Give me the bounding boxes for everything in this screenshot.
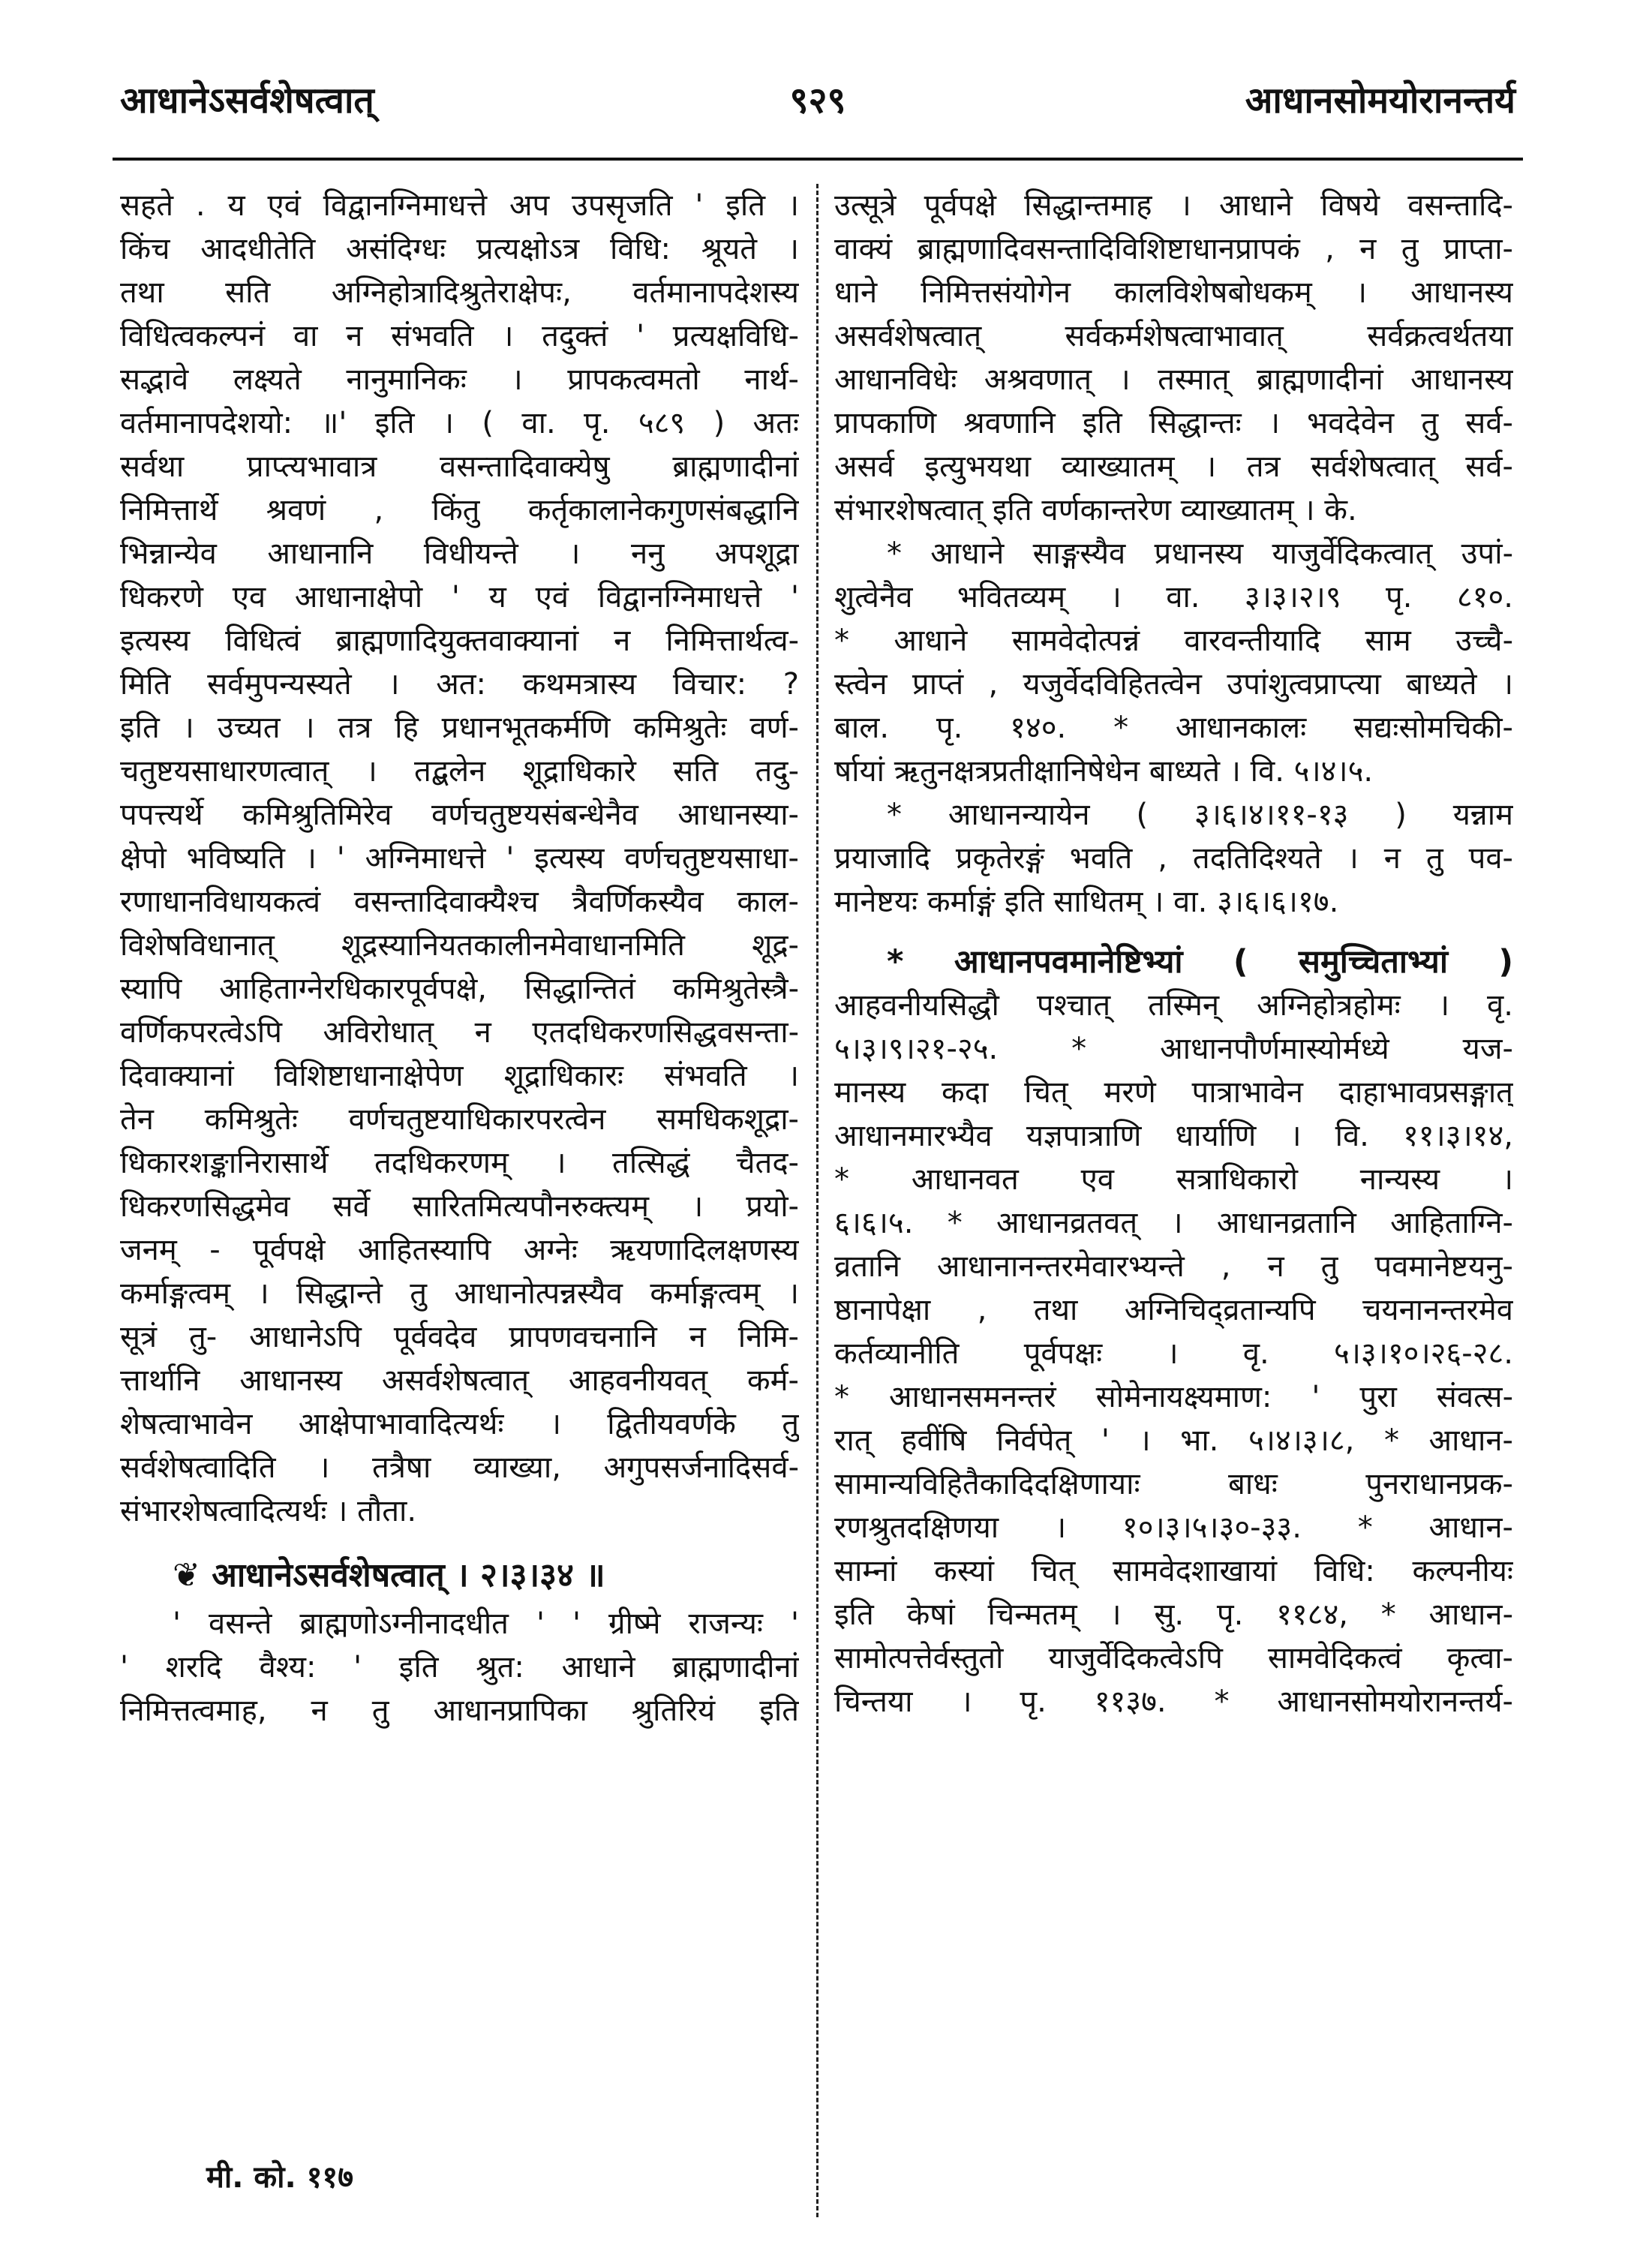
text-line: विधित्वकल्पनं वा न संभवति । तदुक्तं ' प्रत्यक्षविधि-	[120, 319, 799, 353]
text-line: रणश्रुतदक्षिणया । १०।३।५।३०-३३. * आधान-	[834, 1510, 1513, 1545]
left-column	[120, 184, 799, 1733]
ornament-icon: ❦	[173, 1556, 212, 1594]
text-line: त्तार्थानि आधानस्य असर्वशेषत्वात् आहवनीयवत् कर्म-	[120, 1363, 799, 1398]
sutra-heading-text: आधानेऽसर्वशेषत्वात् । २।३।३४ ॥	[212, 1556, 605, 1594]
text-line: असर्वशेषत्वात् सर्वकर्मशेषत्वाभावात् सर्वक्रत्वर्थतया	[834, 319, 1513, 353]
text-line: सामोत्पत्तेर्वस्तुतो याजुर्वेदिकत्वेऽपि सामवेदिकत्वं कृत्वा-	[834, 1641, 1513, 1675]
text-line: जनम् - पूर्वपक्षे आहितस्यापि अग्नेः ऋयणादिलक्षणस्य	[120, 1233, 799, 1267]
text-line: किंच आदधीतेति असंदिग्धः प्रत्यक्षोऽत्र विधि: श्रूयते ।	[120, 232, 799, 266]
text-line: धिकारशङ्कानिरासार्थे तदधिकरणम् । तत्सिद्धं चैतद-	[120, 1146, 799, 1180]
text-line: दिवाक्यानां विशिष्टाधानाक्षेपेण शूद्राधिकारः संभवति ।	[120, 1059, 799, 1093]
text-line: तथा सति अग्निहोत्रादिश्रुतेराक्षेपः, वर्तमानापदेशस्य	[120, 275, 799, 310]
text-line: वाक्यं ब्राह्मणादिवसन्तादिविशिष्टाधानप्रापकं , न तु प्राप्ता-	[834, 232, 1513, 266]
left-paragraph-2	[120, 1602, 799, 1733]
text-line: आधानमारभ्यैव यज्ञपात्राणि धार्याणि । वि. ११।३।१४,	[834, 1119, 1513, 1153]
text-line: चिन्तया । पृ. ११३७. * आधानसोमयोरानन्तर्य-	[834, 1685, 1513, 1719]
header-right-entry: आधानसोमयोरानन्तर्य	[1245, 80, 1515, 122]
text-line: धिकरणसिद्धमेव सर्वे सारितमित्यपौनरुक्त्यम् । प्रयो-	[120, 1189, 799, 1224]
text-line: सर्वथा प्राप्त्यभावात्र वसन्तादिवाक्येषु ब्राह्मणादीनां	[120, 449, 799, 484]
text-line: * आधानन्यायेन ( ३।६।४।११-१३ ) यन्नाम	[887, 798, 1513, 832]
text-line: व्रतानि आधानानन्तरमेवारभ्यन्ते , न तु पवमानेष्टयनु-	[834, 1249, 1513, 1284]
text-line: मानस्य कदा चित् मरणे पात्राभावेन दाहाभावप्रसङ्गात्	[834, 1075, 1513, 1110]
text-line: स्यापि आहिताग्नेरधिकारपूर्वपक्षे, सिद्धान्तितं कमिश्रुतेस्त्रै-	[120, 972, 799, 1006]
page-footer: मी. को. ११७	[206, 2160, 354, 2195]
text-line: बाल. पृ. १४०. * आधानकालः सद्यःसोमचिकी-	[834, 711, 1513, 745]
sutra-heading	[120, 1549, 799, 1602]
text-line: साम्नां कस्यां चित् सामवेदशाखायां विधि: कल्पनीयः	[834, 1554, 1513, 1588]
text-line: वर्तमानापदेशयो: ॥' इति । ( वा. पृ. ५८९ ) अतः	[120, 406, 799, 440]
text-line: धिकरणे एव आधानाक्षेपो ' य एवं विद्वानग्निमाधत्ते '	[120, 580, 799, 615]
text-line: * आधाने साङ्गस्यैव प्रधानस्य याजुर्वेदिकत्वात् उपां-	[887, 536, 1513, 571]
left-paragraph-1	[120, 184, 799, 1533]
text-line: ' शरदि वैश्य: ' इति श्रुत: आधाने ब्राह्मणादीनां	[120, 1650, 799, 1685]
text-line: कर्माङ्गत्वम् । सिद्धान्ते तु आधानोत्पन्नस्यैव कर्माङ्गत्वम् ।	[120, 1276, 799, 1311]
text-line: ५।३।९।२१-२५. * आधानपौर्णमास्योर्मध्ये यज-	[834, 1032, 1513, 1066]
text-line: सहते . य एवं विद्वानग्निमाधत्ते अप उपसृजति ' इति ।	[120, 188, 799, 223]
text-line: विशेषविधानात् शूद्रस्यानियतकालीनमेवाधानमिति शूद्र-	[120, 928, 799, 963]
text-line: कर्तव्यानीति पूर्वपक्षः । वृ. ५।३।१०।२६-२८.	[834, 1336, 1513, 1371]
text-line: संभारशेषत्वात् इति वर्णकान्तरेण व्याख्यातम् । के.	[834, 493, 1357, 527]
column-divider	[816, 184, 818, 2217]
header-rule	[113, 158, 1523, 161]
right-column	[834, 184, 1513, 1724]
right-paragraph-3	[834, 793, 1513, 924]
text-line: शेषत्वाभावेन आक्षेपाभावादित्यर्थः । द्वितीयवर्णके तु	[120, 1407, 799, 1441]
text-line: चतुष्टयसाधारणत्वात् । तद्बलेन शूद्राधिकारे सति तदु-	[120, 754, 799, 789]
text-line: ष्ठानापेक्षा , तथा अग्निचिद्व्रतान्यपि चयनानन्तरमेव	[834, 1293, 1513, 1327]
text-line: स्त्वेन प्राप्तं , यजुर्वेदविहितत्वेन उपांशुत्वप्राप्त्या बाध्यते ।	[834, 667, 1513, 702]
text-line: सामान्यविहितैकादिदक्षिणायाः बाधः पुनराधानप्रक-	[834, 1467, 1513, 1501]
header-left-entry: आधानेऽसर्वशेषत्वात्	[120, 80, 374, 122]
text-line: रणाधानविधायकत्वं वसन्तादिवाक्यैश्च त्रैवर्णिकस्यैव काल-	[120, 885, 799, 919]
text-line: प्रापकाणि श्रवणानि इति सिद्धान्तः । भवदेवेन तु सर्व-	[834, 406, 1513, 440]
text-line: सद्भावे लक्ष्यते नानुमानिकः । प्रापकत्वमतो नार्थ-	[120, 362, 799, 397]
text-line: आहवनीयसिद्धौ पश्चात् तस्मिन् अग्निहोत्रहोमः । वृ.	[834, 988, 1513, 1023]
right-paragraph-1	[834, 184, 1513, 532]
text-line: प्रयाजादि प्रकृतेरङ्गं भवति , तदतिदिश्यते । न तु पव-	[834, 841, 1513, 876]
text-line: असर्व इत्युभयथा व्याख्यातम् । तत्र सर्वशेषत्वात् सर्व-	[834, 449, 1513, 484]
text-line: * आधानपवमानेष्टिभ्यां ( समुच्चिताभ्यां )	[887, 943, 1513, 981]
text-line: र्षायां ऋतुनक्षत्रप्रतीक्षानिषेधेन बाध्यते । वि. ५।४।५.	[834, 754, 1374, 789]
text-line: भिन्नान्येव आधानानि विधीयन्ते । ननु अपशूद्रा	[120, 536, 799, 571]
text-line: निमित्तत्वमाह, न तु आधानप्रापिका श्रुतिरियं इति	[120, 1694, 799, 1728]
text-line: तेन कमिश्रुतेः वर्णचतुष्टयाधिकारपरत्वेन समधिकशूद्रा-	[120, 1102, 799, 1137]
text-line: ' वसन्ते ब्राह्मणोऽग्नीनादधीत ' ' ग्रीष्मे राजन्यः '	[173, 1606, 799, 1641]
text-line: उत्सूत्रे पूर्वपक्षे सिद्धान्तमाह । आधाने विषये वसन्तादि-	[834, 188, 1513, 223]
text-line: मानेष्टयः कर्माङ्गं इति साधितम् । वा. ३।६।६।१७.	[834, 885, 1339, 919]
text-line: धाने निमित्तसंयोगेन कालविशेषबोधकम् । आधानस्य	[834, 275, 1513, 310]
right-paragraph-4	[834, 940, 1513, 1724]
text-line: * आधानसमनन्तरं सोमेनायक्ष्यमाण: ' पुरा संवत्स-	[834, 1380, 1513, 1414]
text-line: आधानविधेः अश्रवणात् । तस्मात् ब्राह्मणादीनां आधानस्य	[834, 362, 1513, 397]
text-line: इत्यस्य विधित्वं ब्राह्मणादियुक्तवाक्यानां न निमित्तार्थत्व-	[120, 624, 799, 658]
text-line: मिति सर्वमुपन्यस्यते । अत: कथमत्रास्य विचार: ?	[120, 667, 799, 702]
text-line: * आधानवत एव सत्राधिकारो नान्यस्य ।	[834, 1162, 1513, 1197]
text-line: क्षेपो भविष्यति । ' अग्निमाधत्ते ' इत्यस्य वर्णचतुष्टयसाधा-	[120, 841, 799, 876]
right-paragraph-2	[834, 532, 1513, 793]
text-line: वर्णिकपरत्वेऽपि अविरोधात् न एतदधिकरणसिद्धवसन्ता-	[120, 1015, 799, 1050]
text-line: पपत्त्यर्थे कमिश्रुतिमिरेव वर्णचतुष्टयसंबन्धेनैव आधानस्या-	[120, 798, 799, 832]
text-line: सूत्रं तु- आधानेऽपि पूर्ववदेव प्रापणवचनानि न निमि-	[120, 1320, 799, 1354]
text-line: * आधाने सामवेदोत्पन्नं वारवन्तीयादि साम उच्चै-	[834, 624, 1513, 658]
running-header	[120, 75, 1515, 144]
text-line: इति । उच्यत । तत्र हि प्रधानभूतकर्मणि कमिश्रुतेः वर्ण-	[120, 711, 799, 745]
text-line: शुत्वेनैव भवितव्यम् । वा. ३।३।२।९ पृ. ८१०.	[834, 580, 1513, 615]
text-line: संभारशेषत्वादित्यर्थः । तौता.	[120, 1494, 417, 1528]
text-line: इति केषां चिन्मतम् । सु. पृ. ११८४, * आधान-	[834, 1597, 1513, 1632]
page-number: ९२९	[789, 80, 846, 122]
text-line: निमित्तार्थे श्रवणं , किंतु कर्तृकालानेकगुणसंबद्धानि	[120, 493, 799, 527]
text-line: ६।६।५. * आधानव्रतवत् । आधानव्रतानि आहिताग्नि-	[834, 1206, 1513, 1240]
text-line: सर्वशेषत्वादिति । तत्रैषा व्याख्या, अगुपसर्जनादिसर्व-	[120, 1450, 799, 1485]
text-line: रात् हवींषि निर्वपेत् ' । भा. ५।४।३।८, * आधान-	[834, 1423, 1513, 1458]
